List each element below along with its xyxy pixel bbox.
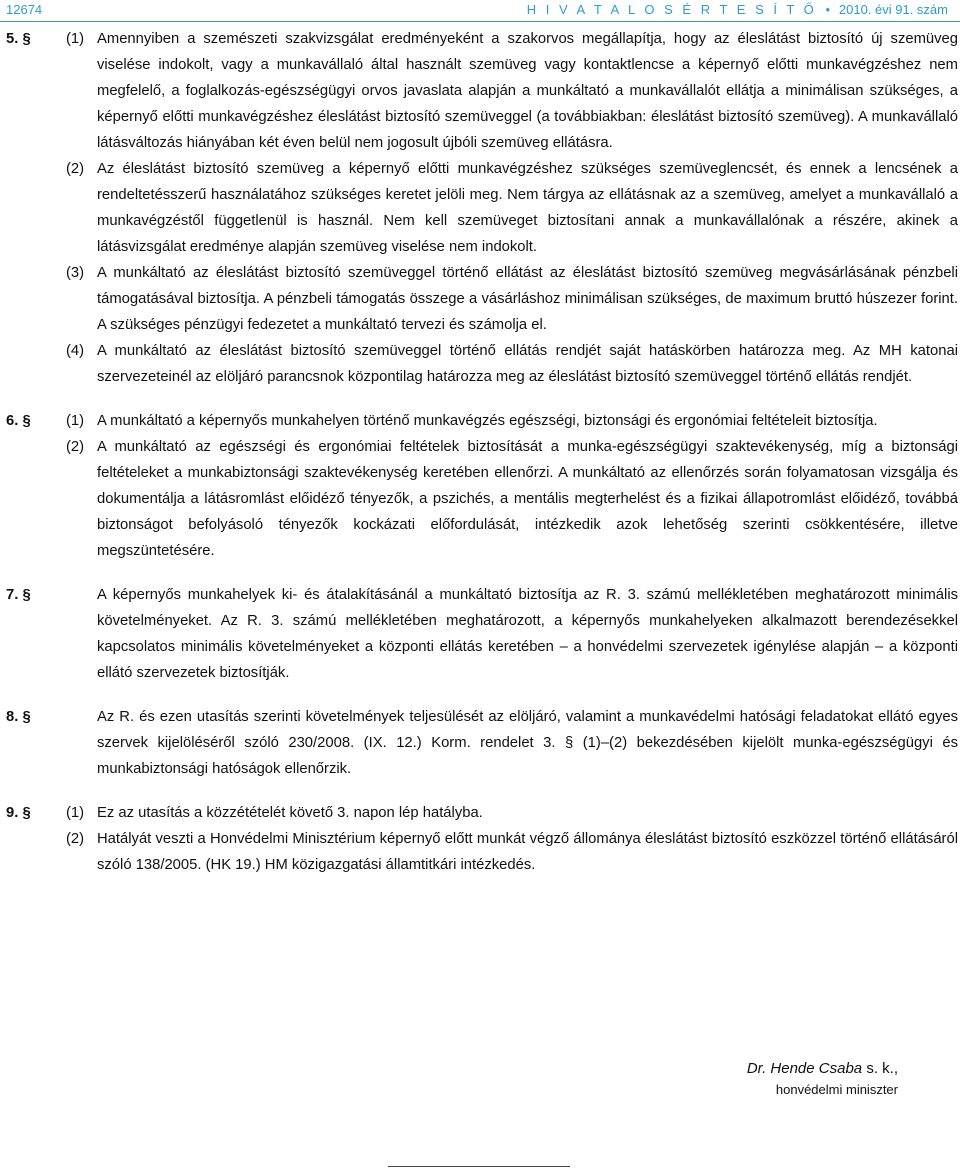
paragraph-number: (2) xyxy=(66,831,85,847)
section-number: 9. § xyxy=(6,805,31,821)
paragraph-number: (1) xyxy=(66,413,85,429)
signature-block xyxy=(747,1058,898,1100)
paragraph-number: (3) xyxy=(66,265,85,281)
signatory-name: Dr. Hende Csaba xyxy=(746,1060,863,1077)
page-number: 12674 xyxy=(6,2,43,17)
paragraph xyxy=(6,156,958,260)
paragraph-text: Ez az utasítás a közzétételét követő 3. napon lép hatályba. xyxy=(97,805,483,821)
section-number: 6. § xyxy=(6,413,31,429)
paragraph-number: (1) xyxy=(66,31,85,47)
paragraph xyxy=(6,582,958,686)
signatory-suffix: s. k., xyxy=(862,1060,898,1077)
section-8 xyxy=(6,704,958,782)
paragraph-text: Az éleslátást biztosító szemüveg a képernyő előtti munkavégzéshez szükséges szemüveglencsét, és ennek a lencsének a rendeltetésszerű használatához szükséges keretet jelöli meg. Nem tárgya az ellátásnak az a szemüveg, amelyet a munkavállaló a munkavégzéstől függetlenül is használ. Nem kell szemüveget biztosítani annak a munkavállalónak a részére, akinek a látásvizsgálat eredménye alapján szemüveg viselése nem indokolt. xyxy=(97,161,958,255)
footer-rule xyxy=(388,1166,570,1167)
paragraph-text: Az R. és ezen utasítás szerinti követelmények teljesülését az elöljáró, valamint a munkavédelmi hatósági feladatokat ellátó egyes szervek kijelöléséről szóló 230/2008. (IX. 12.) Korm. rendelet 3. § (1)–(2) bekezdésében kijelölt munka-egészségügyi és munkabiztonsági hatóságok ellenőrzik. xyxy=(97,709,958,777)
header-rule xyxy=(0,21,960,22)
publication-name: H I V A T A L O S É R T E S Í T Ő xyxy=(526,2,817,17)
section-number: 7. § xyxy=(6,587,31,603)
section-5 xyxy=(6,26,958,390)
signatory-title: honvédelmi miniszter xyxy=(775,1082,898,1097)
paragraph-number: (2) xyxy=(66,439,85,455)
paragraph-number: (1) xyxy=(66,805,85,821)
document-body xyxy=(6,26,958,896)
paragraph-number: (2) xyxy=(66,161,85,177)
running-title xyxy=(527,2,948,17)
paragraph-text: A munkáltató az egészségi és ergonómiai feltételek biztosítását a munka-egészségügyi szaktevékenység, míg a biztonsági feltételeket a munkabiztonsági szaktevékenység keretében ellenőrzi. A munkáltató az ellenőrzés során folyamatosan vizsgálja és dokumentálja a látásromlást előidéző tényezők, a pszichés, a mentális megterhelést és a fizikai állapotromlást előidéző, továbbá biztonságot befolyásoló tényezők kockázati előfordulását, intézkedik azok lehetőség szerinti csökkentésére, illetve megszüntetésére. xyxy=(97,439,958,559)
paragraph xyxy=(6,338,958,390)
paragraph xyxy=(6,800,958,826)
section-number: 8. § xyxy=(6,709,31,725)
section-number: 5. § xyxy=(6,31,31,47)
paragraph xyxy=(6,260,958,338)
paragraph-text: A munkáltató a képernyős munkahelyen történő munkavégzés egészségi, biztonsági és ergonómiai feltételeit biztosítja. xyxy=(97,413,878,429)
paragraph-text: A munkáltató az éleslátást biztosító szemüveggel történő ellátást az éleslátást biztosító szemüveg megvásárlásának pénzbeli támogatásával biztosítja. A pénzbeli támogatás összege a vásárláshoz minimálisan szükséges, de maximum bruttó húszezer forint. A szükséges pénzügyi fedezetet a munkáltató tervezi és számolja el. xyxy=(97,265,958,333)
section-6 xyxy=(6,408,958,564)
paragraph xyxy=(6,704,958,782)
paragraph xyxy=(6,434,958,564)
page-header xyxy=(0,0,960,24)
paragraph xyxy=(6,826,958,878)
section-9 xyxy=(6,800,958,878)
paragraph xyxy=(6,408,958,434)
paragraph-text: A munkáltató az éleslátást biztosító szemüveggel történő ellátás rendjét saját hatáskörben határozza meg. Az MH katonai szervezeteinél az elöljáró parancsnok központilag határozza meg az éleslátást biztosító szemüveggel történő ellátás rendjét. xyxy=(97,343,958,385)
paragraph-text: Amennyiben a szemészeti szakvizsgálat eredményeként a szakorvos megállapítja, hogy az éleslátást biztosító új szemüveg viselése indokolt, vagy a munkavállaló által használt szemüveg vagy kontaktlencse a képernyő előtti munkavégzéshez nem megfelelő, a foglalkozás-egészségügyi orvos javaslata alapján a munkáltató a munkavállalót ellátja a minimálisan szükséges, a képernyő előtti munkavégzéshez éleslátást biztosító szemüveggel (a továbbiakban: éleslátást biztosító szemüveg). A munkavállaló látásváltozás hiányában két éven belül nem jogosult újbóli szemüveg ellátásra. xyxy=(97,31,958,151)
issue-label: 2010. évi 91. szám xyxy=(838,2,948,17)
separator-bullet: ● xyxy=(825,5,831,14)
paragraph xyxy=(6,26,958,156)
paragraph-number: (4) xyxy=(66,343,85,359)
paragraph-text: A képernyős munkahelyek ki- és átalakításánál a munkáltató biztosítja az R. 3. számú mellékletében meghatározott minimális követelményeket. Az R. 3. számú mellékletében meghatározott, a képernyős munkahelyeken alkalmazott berendezésekkel kapcsolatos minimális követelményeket a központi ellátás keretében – a honvédelmi szervezetek igénylése alapján – a központi ellátó szervezetek biztosítják. xyxy=(97,587,958,681)
paragraph-text: Hatályát veszti a Honvédelmi Minisztérium képernyő előtt munkát végző állománya éleslátást biztosító eszközzel történő ellátásáról szóló 138/2005. (HK 19.) HM közigazgatási államtitkári intézkedés. xyxy=(97,831,958,873)
signatory-line xyxy=(747,1058,898,1080)
section-7 xyxy=(6,582,958,686)
